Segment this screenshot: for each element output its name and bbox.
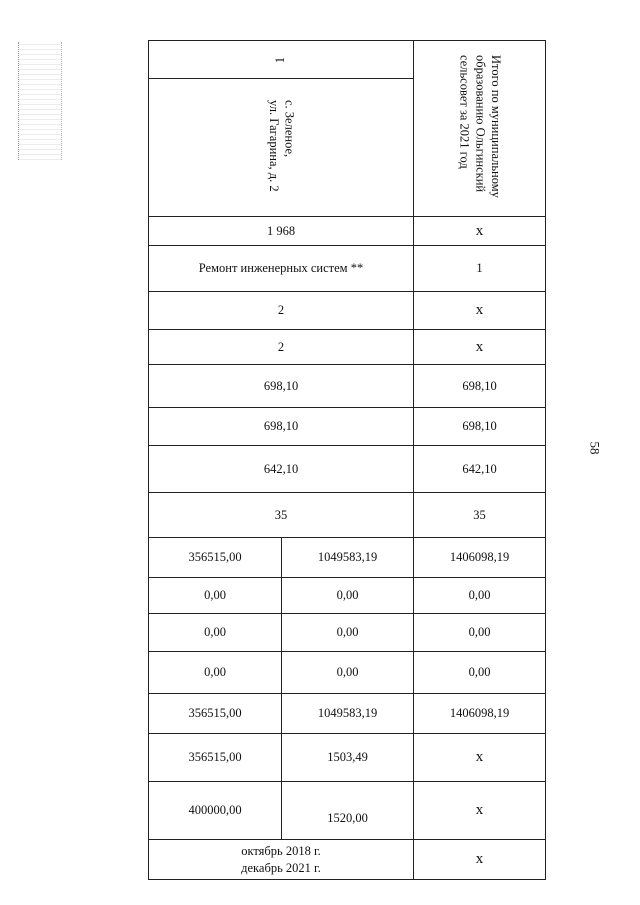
header-address: с. Зеленое, ул. Гагарина, д. 2 <box>149 79 414 217</box>
table-row <box>149 614 546 652</box>
cell-period: октябрь 2018 г. декабрь 2021 г. <box>149 840 414 880</box>
cell-total: 642,10 <box>414 446 546 493</box>
cell-b: 0,00 <box>282 614 414 652</box>
cell-total: 0,00 <box>414 578 546 614</box>
cell-a: 0,00 <box>149 652 282 694</box>
cell-total: 698,10 <box>414 408 546 446</box>
cell-b: 1049583,19 <box>282 694 414 734</box>
table-row <box>149 578 546 614</box>
header-total-caption: Итого по муниципальному образованию Ольгинский сельсовет за 2021 год <box>414 41 546 217</box>
table-row <box>149 446 546 493</box>
table-row <box>149 734 546 782</box>
table-row <box>149 292 546 330</box>
cell-total: 698,10 <box>414 365 546 408</box>
cell-a: 0,00 <box>149 614 282 652</box>
table-row <box>149 782 546 840</box>
cell-b: 1503,49 <box>282 734 414 782</box>
table-row <box>149 840 546 880</box>
cell-b: 1520,00 <box>282 782 414 840</box>
table-row <box>149 538 546 578</box>
cell-a: 356515,00 <box>149 694 282 734</box>
table-row <box>149 365 546 408</box>
cell-merged: 35 <box>149 493 414 538</box>
table-row <box>149 330 546 365</box>
cell-a: 0,00 <box>149 578 282 614</box>
cell-merged: 1 968 <box>149 217 414 246</box>
cell-merged: 2 <box>149 330 414 365</box>
cell-merged: Ремонт инженерных систем ** <box>149 246 414 292</box>
table-row <box>149 694 546 734</box>
cell-total: 35 <box>414 493 546 538</box>
cell-total: 1 <box>414 246 546 292</box>
cell-total: x <box>414 734 546 782</box>
cell-total: 1406098,19 <box>414 694 546 734</box>
table-row <box>149 493 546 538</box>
cell-merged: 642,10 <box>149 446 414 493</box>
cell-total: 0,00 <box>414 652 546 694</box>
cell-merged: 698,10 <box>149 365 414 408</box>
page-number: 58 <box>587 441 603 455</box>
cell-b: 1049583,19 <box>282 538 414 578</box>
cell-a: 356515,00 <box>149 734 282 782</box>
stamp-mark <box>18 42 62 160</box>
cell-total: 1406098,19 <box>414 538 546 578</box>
table-row <box>149 41 546 79</box>
header-column-index: 1 <box>149 41 414 79</box>
cell-merged: 698,10 <box>149 408 414 446</box>
data-table <box>148 40 546 880</box>
table-row <box>149 652 546 694</box>
table-row <box>149 217 546 246</box>
cell-total: x <box>414 330 546 365</box>
cell-total: x <box>414 782 546 840</box>
cell-b: 0,00 <box>282 578 414 614</box>
table-row <box>149 408 546 446</box>
cell-a: 400000,00 <box>149 782 282 840</box>
cell-total: x <box>414 217 546 246</box>
table-row <box>149 246 546 292</box>
cell-total: x <box>414 292 546 330</box>
cell-b: 0,00 <box>282 652 414 694</box>
cell-merged: 2 <box>149 292 414 330</box>
cell-total: x <box>414 840 546 880</box>
cell-total: 0,00 <box>414 614 546 652</box>
cell-a: 356515,00 <box>149 538 282 578</box>
